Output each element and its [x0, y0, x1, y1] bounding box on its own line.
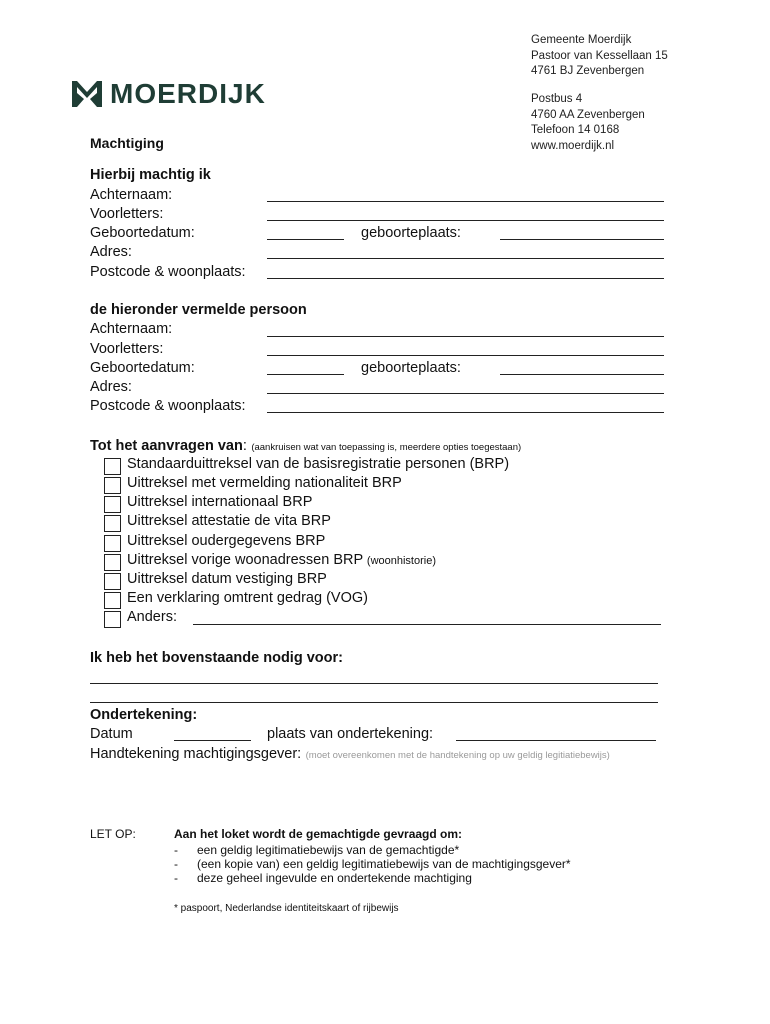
handtekening-hint: (moet overeenkomen met de handtekening op uw geldig legitiatiebewijs): [305, 750, 610, 761]
authorizer-voorletters-label: Voorletters:: [90, 206, 164, 222]
option-label-vog: Een verklaring omtrent gedrag (VOG): [127, 590, 368, 606]
option-checkbox-attestatie[interactable]: [104, 515, 121, 532]
purpose-heading: Ik heb het bovenstaande nodig voor:: [90, 650, 343, 666]
form-title: Machtiging: [90, 135, 164, 151]
address-line: Pastoor van Kessellaan 15: [531, 49, 668, 62]
signature-heading: Ondertekening:: [90, 707, 198, 723]
datum-field[interactable]: [174, 740, 251, 741]
authorized-adres-field[interactable]: [267, 393, 664, 394]
municipality-address: [531, 33, 668, 80]
notice-label: LET OP:: [90, 827, 136, 841]
notice-footnote: * paspoort, Nederlandse identiteitskaart of rijbewijs: [174, 903, 399, 914]
authorizer-voorletters-field[interactable]: [267, 220, 664, 221]
authorized-geboorteplaats-field[interactable]: [500, 374, 664, 375]
option-label-nationaliteit: Uittreksel met vermelding nationaliteit BRP: [127, 475, 402, 491]
address-line: Gemeente Moerdijk: [531, 34, 632, 46]
authorized-achternaam-field[interactable]: [267, 336, 664, 337]
notice-heading: Aan het loket wordt de gemachtigde gevraagd om:: [174, 827, 463, 841]
moerdijk-logo-icon: [72, 81, 102, 107]
logo-text: MOERDIJK: [110, 78, 266, 109]
authorizer-postcode-label: Postcode & woonplaats:: [90, 264, 246, 280]
option-note-woonhistorie: (woonhistorie): [366, 555, 436, 567]
website-link[interactable]: www.moerdijk.nl: [531, 139, 615, 152]
address-line: 4761 BJ Zevenbergen: [531, 65, 645, 77]
option-row-woonadressen: [127, 552, 436, 568]
request-heading: Tot het aanvragen van: [90, 438, 243, 454]
handtekening-row: [90, 745, 610, 763]
option-checkbox-vestiging[interactable]: [104, 573, 121, 590]
plaats-label: plaats van ondertekening:: [267, 726, 434, 742]
authorizer-geboorteplaats-label: geboorteplaats:: [361, 225, 461, 241]
option-checkbox-oudergegevens[interactable]: [104, 535, 121, 552]
postal-line: 4760 AA Zevenbergen: [531, 108, 645, 121]
authorized-voorletters-label: Voorletters:: [90, 341, 164, 357]
authorizer-postcode-field[interactable]: [267, 278, 664, 279]
option-checkbox-nationaliteit[interactable]: [104, 477, 121, 494]
option-checkbox-brp[interactable]: [104, 458, 121, 475]
option-label-attestatie: Uittreksel attestatie de vita BRP: [127, 513, 331, 529]
option-label-oudergegevens: Uittreksel oudergegevens BRP: [127, 533, 326, 549]
option-checkbox-vog[interactable]: [104, 592, 121, 609]
moerdijk-logo: [72, 80, 266, 108]
authorizer-achternaam-label: Achternaam:: [90, 187, 173, 203]
authorizer-geboortedatum-label: Geboortedatum:: [90, 225, 195, 241]
notice-bullet: -: [174, 843, 178, 857]
notice-item: een geldig legitimatiebewijs van de gemachtigde*: [197, 843, 460, 857]
option-label-woonadressen: Uittreksel vorige woonadressen BRP: [127, 552, 363, 568]
notice-bullet: -: [174, 871, 178, 885]
authorizer-heading: Hierbij machtig ik: [90, 167, 211, 183]
option-label-vestiging: Uittreksel datum vestiging BRP: [127, 571, 327, 587]
option-checkbox-anders[interactable]: [104, 611, 121, 628]
request-heading-colon: :: [242, 438, 247, 454]
authorizer-adres-label: Adres:: [90, 244, 132, 260]
datum-label: Datum: [90, 726, 133, 742]
option-label-anders: Anders:: [127, 609, 177, 625]
authorizer-geboorteplaats-field[interactable]: [500, 239, 664, 240]
authorizer-geboortedatum-field[interactable]: [267, 239, 344, 240]
request-heading-row: [90, 437, 521, 455]
notice-item: (een kopie van) een geldig legitimatiebewijs van de machtigingsgever*: [197, 857, 571, 871]
option-checkbox-woonadressen[interactable]: [104, 554, 121, 571]
signature-area[interactable]: [90, 766, 660, 816]
request-hint: (aankruisen wat van toepassing is, meerdere opties toegestaan): [251, 442, 522, 453]
purpose-field-line-2[interactable]: [90, 702, 658, 703]
handtekening-label: Handtekening machtigingsgever:: [90, 746, 302, 762]
option-label-brp: Standaarduittreksel van de basisregistratie personen (BRP): [127, 456, 510, 472]
authorized-postcode-label: Postcode & woonplaats:: [90, 398, 246, 414]
authorized-achternaam-label: Achternaam:: [90, 321, 173, 337]
postal-line: Postbus 4: [531, 93, 583, 105]
phone-line: Telefoon 14 0168: [531, 124, 620, 136]
authorizer-adres-field[interactable]: [267, 258, 664, 259]
authorized-geboortedatum-label: Geboortedatum:: [90, 360, 195, 376]
purpose-field-line-1[interactable]: [90, 683, 658, 684]
option-label-internationaal: Uittreksel internationaal BRP: [127, 494, 313, 510]
authorized-heading: de hieronder vermelde persoon: [90, 302, 307, 318]
authorized-voorletters-field[interactable]: [267, 355, 664, 356]
notice-bullet: -: [174, 857, 178, 871]
authorized-adres-label: Adres:: [90, 379, 132, 395]
municipality-postal: [531, 92, 645, 154]
anders-field[interactable]: [193, 624, 661, 625]
authorized-geboorteplaats-label: geboorteplaats:: [361, 360, 461, 376]
plaats-field[interactable]: [456, 740, 656, 741]
authorizer-achternaam-field[interactable]: [267, 201, 664, 202]
authorized-geboortedatum-field[interactable]: [267, 374, 344, 375]
notice-item: deze geheel ingevulde en ondertekende machtiging: [197, 871, 472, 885]
option-checkbox-internationaal[interactable]: [104, 496, 121, 513]
authorized-postcode-field[interactable]: [267, 412, 664, 413]
